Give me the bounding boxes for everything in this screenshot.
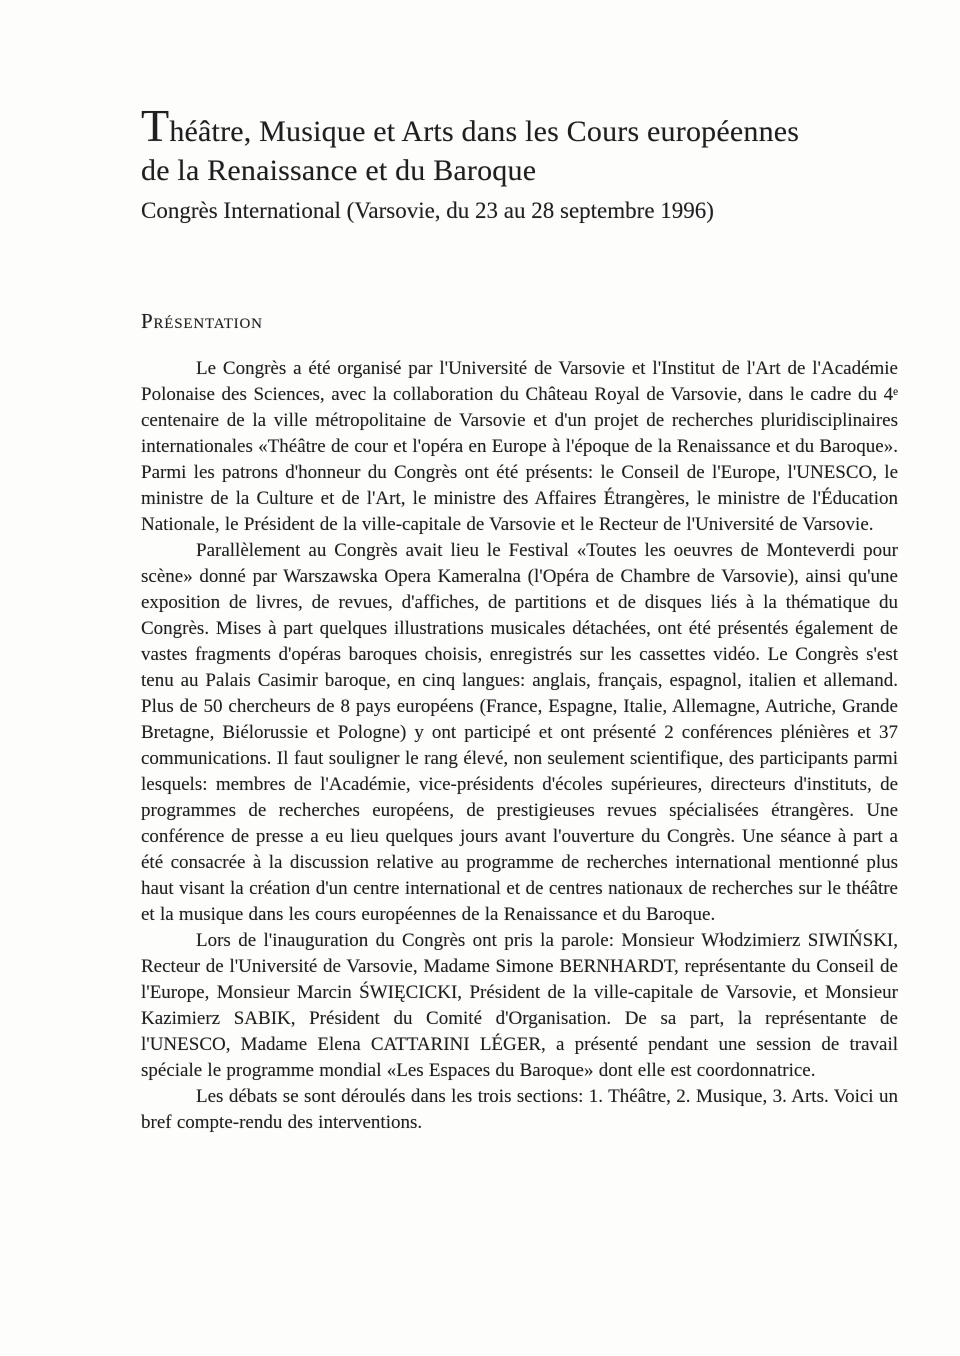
- paragraph-inauguration: Lors de l'inauguration du Congrès ont pris la parole: Monsieur Włodzimierz SIWIŃSKI, Recteur de l'Université de Varsovie, Madame Simone BERNHARDT, représentante du Conseil de l'Europe, Monsieur Marcin ŚWIĘCICKI, Président de la ville-capitale de Varsovie, et Monsieur Kazimierz SABIK, Président du Comité d'Organisation. De sa part, la représentante de l'UNESCO, Madame Elena CATTARINI LÉGER, a présenté pendant une session de travail spéciale le programme mondial «Les Espaces du Baroque» dont elle est coordonnatrice.: [141, 930, 898, 1081]
- title-drop-cap: T: [141, 100, 170, 151]
- section-heading-presentation: Présentation: [141, 309, 263, 333]
- document-title: [141, 100, 898, 190]
- paragraph-sections: Les débats se sont déroulés dans les trois sections: 1. Théâtre, 2. Musique, 3. Arts. Voici un bref compte-rendu des interventions.: [141, 1086, 898, 1133]
- title-line1: héâtre, Musique et Arts dans les Cours européennes: [169, 115, 800, 148]
- title-line2: de la Renaissance et du Baroque: [141, 154, 537, 187]
- body-text: [141, 356, 898, 1136]
- paragraph-festival: Parallèlement au Congrès avait lieu le Festival «Toutes les oeuvres de Monteverdi pour scène» donné par Warszawska Opera Kameralna (l'Opéra de Chambre de Varsovie), ainsi qu'une exposition de livres, de revues, d'affiches, de partitions et de disques liés à la thématique du Congrès. Mises à part quelques illustrations musicales détachées, ont été présentés également de vastes fragments d'opéras baroques choisis, enregistrés sur les cassettes vidéo. Le Congrès s'est tenu au Palais Casimir baroque, en cinq langues: anglais, français, espagnol, italien et allemand. Plus de 50 chercheurs de 8 pays européens (France, Espagne, Italie, Allemagne, Autriche, Grande Bretagne, Biélorussie et Pologne) y ont participé et ont présenté 2 conférences plénières et 37 communications. Il faut souligner le rang élevé, non seulement scientifique, des participants parmi lesquels: membres de l'Académie, vice-présidents d'écoles supérieures, directeurs d'instituts, de programmes de recherches européens, de prestigieuses revues spécialisées étrangères. Une conférence de presse a eu lieu quelques jours avant l'ouverture du Congrès. Une séance à part a été consacrée à la discussion relative au programme de recherches international mentionné plus haut visant la création d'un centre international et de centres nationaux de recherches sur le théâtre et la musique dans les cours européennes de la Renaissance et du Baroque.: [141, 540, 898, 925]
- document-subtitle: Congrès International (Varsovie, du 23 au 28 septembre 1996): [141, 198, 714, 223]
- text-column: [141, 0, 898, 1136]
- paragraph-organisation: Le Congrès a été organisé par l'Université de Varsovie et l'Institut de l'Art de l'Académie Polonaise des Sciences, avec la collaboration du Château Royal de Varsovie, dans le cadre du 4ᵉ centenaire de la ville métropolitaine de Varsovie et d'un projet de recherches pluridisciplinaires internationales «Théâtre de cour et l'opéra en Europe à l'époque de la Renaissance et du Baroque». Parmi les patrons d'honneur du Congrès ont été présents: le Conseil de l'Europe, l'UNESCO, le ministre de la Culture et de l'Art, le ministre des Affaires Étrangères, le ministre de l'Éducation Nationale, le Président de la ville-capitale de Varsovie et le Recteur de l'Université de Varsovie.: [141, 358, 898, 535]
